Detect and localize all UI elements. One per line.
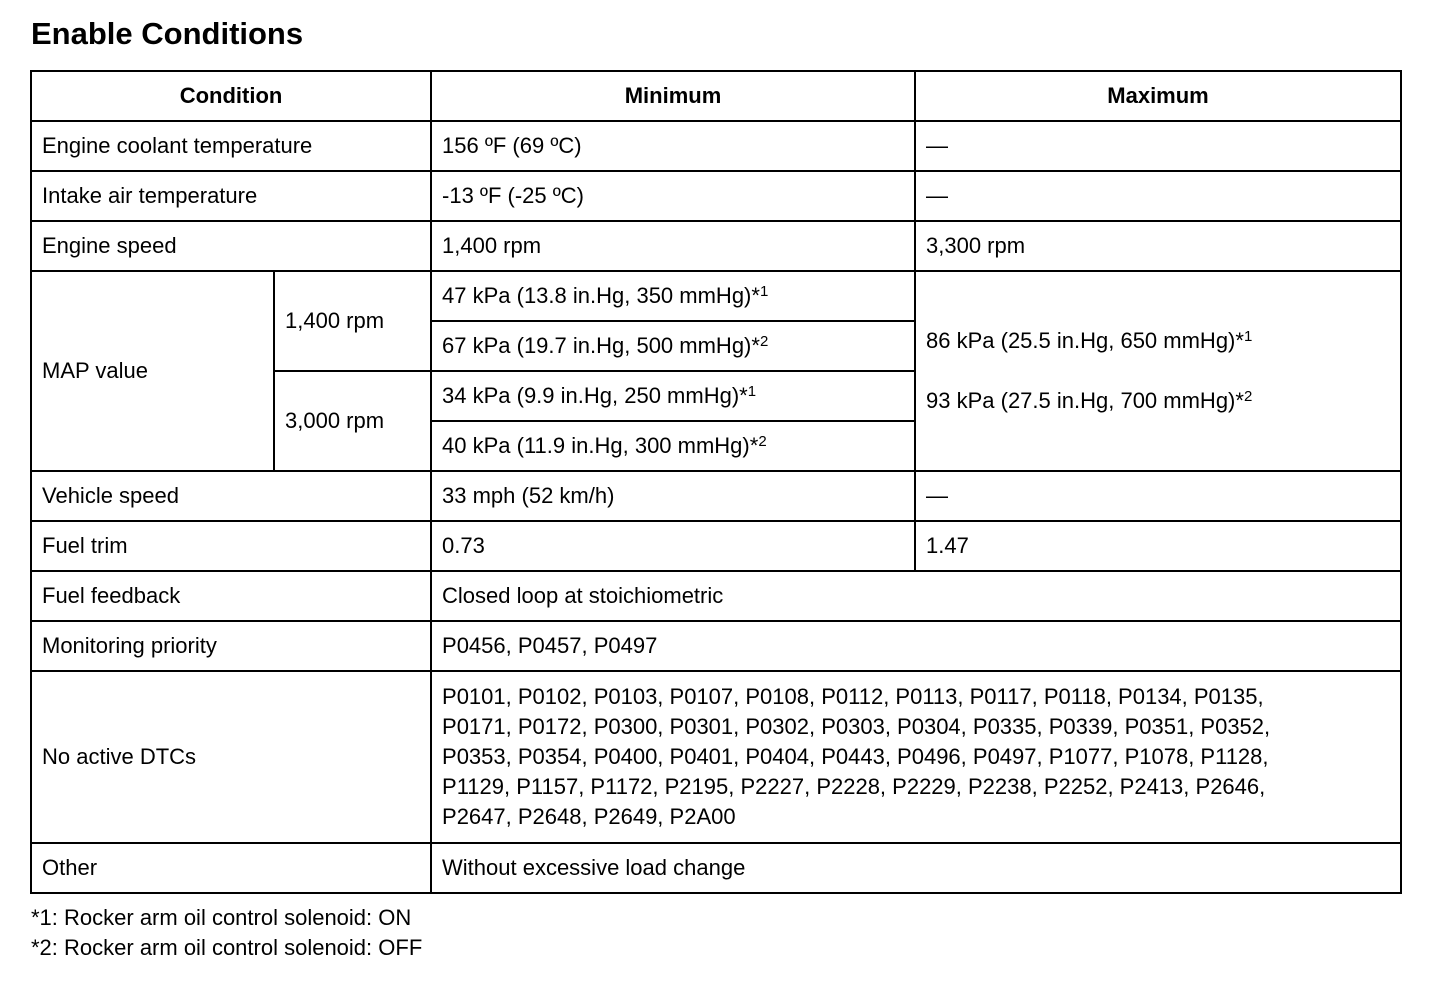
max-value: — [915,171,1401,221]
dtc-list [431,671,1401,843]
row-label: Engine coolant temperature [31,121,431,171]
table-row [31,671,1401,843]
row-label: MAP value [31,271,274,471]
footnote-ref: 1 [1243,328,1253,345]
table-row [31,171,1401,221]
header-maximum: Maximum [915,71,1401,121]
dtc-line: P0101, P0102, P0103, P0107, P0108, P0112, P0113, P0117, P0118, P0134, P0135, [442,684,1264,709]
max-value: 3,300 rpm [915,221,1401,271]
row-value: Without excessive load change [431,843,1401,893]
row-label: Intake air temperature [31,171,431,221]
map-max-values [915,271,1401,471]
table-header-row [31,71,1401,121]
footnote-ref: 1 [747,383,757,400]
row-label: No active DTCs [31,671,431,843]
map-rpm-3000: 3,000 rpm [274,371,431,471]
row-label: Fuel trim [31,521,431,571]
dtc-line: P0171, P0172, P0300, P0301, P0302, P0303, P0304, P0335, P0339, P0351, P0352, [442,714,1271,739]
min-value-text: 47 kPa (13.8 in.Hg, 350 mmHg)* [442,283,760,308]
dtc-line: P1129, P1157, P1172, P2195, P2227, P2228, P2229, P2238, P2252, P2413, P2646, [442,774,1266,799]
max-value: 1.47 [915,521,1401,571]
footnote: *2: Rocker arm oil control solenoid: OFF [31,935,423,960]
min-value: 33 mph (52 km/h) [431,471,915,521]
row-label: Vehicle speed [31,471,431,521]
min-value [431,321,915,371]
max-value-text: 86 kPa (25.5 in.Hg, 650 mmHg)* [926,328,1244,353]
table-row [31,521,1401,571]
row-label: Monitoring priority [31,621,431,671]
page-title: Enable Conditions [31,16,304,51]
min-value [431,271,915,321]
min-value-text: 34 kPa (9.9 in.Hg, 250 mmHg)* [442,383,748,408]
header-minimum: Minimum [431,71,915,121]
min-value-text: 40 kPa (11.9 in.Hg, 300 mmHg)* [442,433,759,458]
min-value: -13 ºF (-25 ºC) [431,171,915,221]
dtc-line: P2647, P2648, P2649, P2A00 [442,804,736,829]
footnotes [31,903,422,963]
table-row [31,121,1401,171]
row-label: Other [31,843,431,893]
max-value: — [915,471,1401,521]
table-row [31,571,1401,621]
header-condition: Condition [31,71,431,121]
min-value: 156 ºF (69 ºC) [431,121,915,171]
row-label: Engine speed [31,221,431,271]
dtc-line: P0353, P0354, P0400, P0401, P0404, P0443, P0496, P0497, P1077, P1078, P1128, [442,744,1269,769]
table-row [31,843,1401,893]
table-row [31,621,1401,671]
min-value [431,421,915,471]
footnote-ref: 2 [1243,388,1253,405]
map-rpm-1400: 1,400 rpm [274,271,431,371]
footnote: *1: Rocker arm oil control solenoid: ON [31,905,412,930]
footnote-ref: 1 [759,283,769,300]
table-row [31,271,1401,321]
footnote-ref: 2 [758,433,767,450]
footnote-ref: 2 [759,333,769,350]
enable-conditions-table [30,70,1402,894]
row-value: Closed loop at stoichiometric [431,571,1401,621]
min-value [431,371,915,421]
row-value: P0456, P0457, P0497 [431,621,1401,671]
min-value-text: 67 kPa (19.7 in.Hg, 500 mmHg)* [442,333,760,358]
max-value-text: 93 kPa (27.5 in.Hg, 700 mmHg)* [926,388,1244,413]
table-row [31,221,1401,271]
row-label: Fuel feedback [31,571,431,621]
max-value: — [915,121,1401,171]
min-value: 0.73 [431,521,915,571]
table-row [31,471,1401,521]
min-value: 1,400 rpm [431,221,915,271]
